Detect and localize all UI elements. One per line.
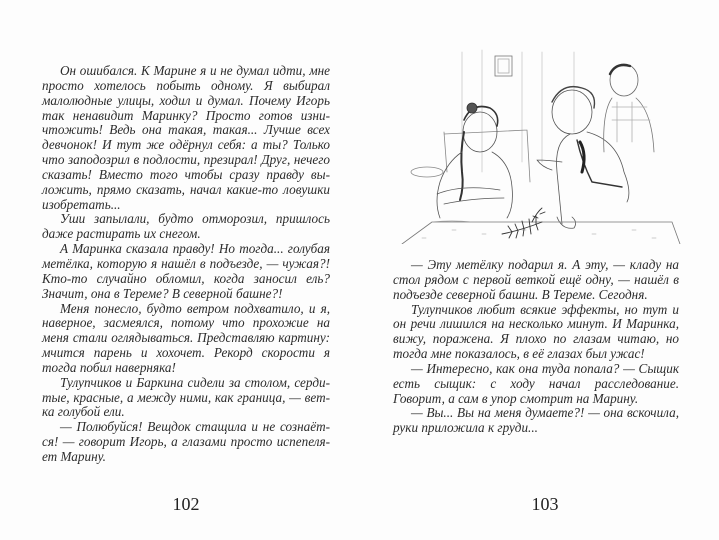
paragraph: Уши запылали, будто отморозил, пришлось даже растирать их снегом. — [42, 211, 330, 242]
illustration — [392, 22, 682, 244]
paragraph: — Полюбуйся! Вещдок стащила и не сознаётся! — говорит Игорь, а глазами просто испепеляет Марину. — [42, 419, 330, 464]
paragraph: — Интересно, как она туда попала? — Сыщик есть сыщик: с ходу начал расследование. Говорит, а сам в упор смотрит на Марину. — [393, 360, 679, 406]
pencil-sketch-illustration — [392, 22, 682, 244]
right-page — [359, 0, 719, 540]
left-page-text — [42, 64, 330, 465]
paragraph: Тулупчиков и Баркина сидели за столом, сердитые, красные, а между ними, как граница, — ветка голубой ели. — [42, 374, 330, 420]
page-number: 103 — [531, 494, 559, 514]
page-number: 102 — [172, 494, 200, 514]
paragraph: — Вы... Вы на меня думаете?! — она вскочила, руки приложила к груди... — [393, 405, 679, 436]
right-page-text — [393, 258, 679, 436]
left-page — [0, 0, 359, 540]
paragraph: Меня понесло, будто ветром подхватило, и я, наверное, засмеялся, потому что прохожие на меня стали оглядываться. Представляю картину: мчится парень и хохочет. Рекорд скорости я тогда побил наверняка! — [42, 300, 330, 375]
paragraph: Тулупчиков любит всякие эффекты, но тут и он речи лишился на несколько минут. И Маринка, вижу, поражена. Я плохо по глазам читаю, но тогда мне показалось, в её глазах был ужас! — [393, 301, 679, 362]
paragraph: Он ошибался. К Марине я и не думал идти, мне просто хотелось побыть одному. Я выбирал малолюдные улицы, ходил и думал. Почему Игорь так ненавидит Маринку? Просто готов изничтожить! Ведь она такая, такая... Лучше всех девчонок! И тут же одёрнул себя: а ты? Только что заподозрил в подлости, презирал! Друг, нечего сказать! Вместо того чтобы сразу правду выложить, прямо сказать, начал какие-то ловушки изобретать... — [42, 63, 330, 212]
paragraph: — Эту метёлку подарил я. А эту, — кладу на стол рядом с первой веткой ещё одну, — нашёл в подъезде северной башни. В Тереме. Сегодня. — [393, 257, 679, 302]
paragraph: А Маринка сказала правду! Но тогда... голубая метёлка, которую я нашёл в подъезде, — чужая?! Кто-то случайно обломил, когда заносил ель? Значит, она в Тереме? В северной башне?! — [42, 241, 330, 301]
